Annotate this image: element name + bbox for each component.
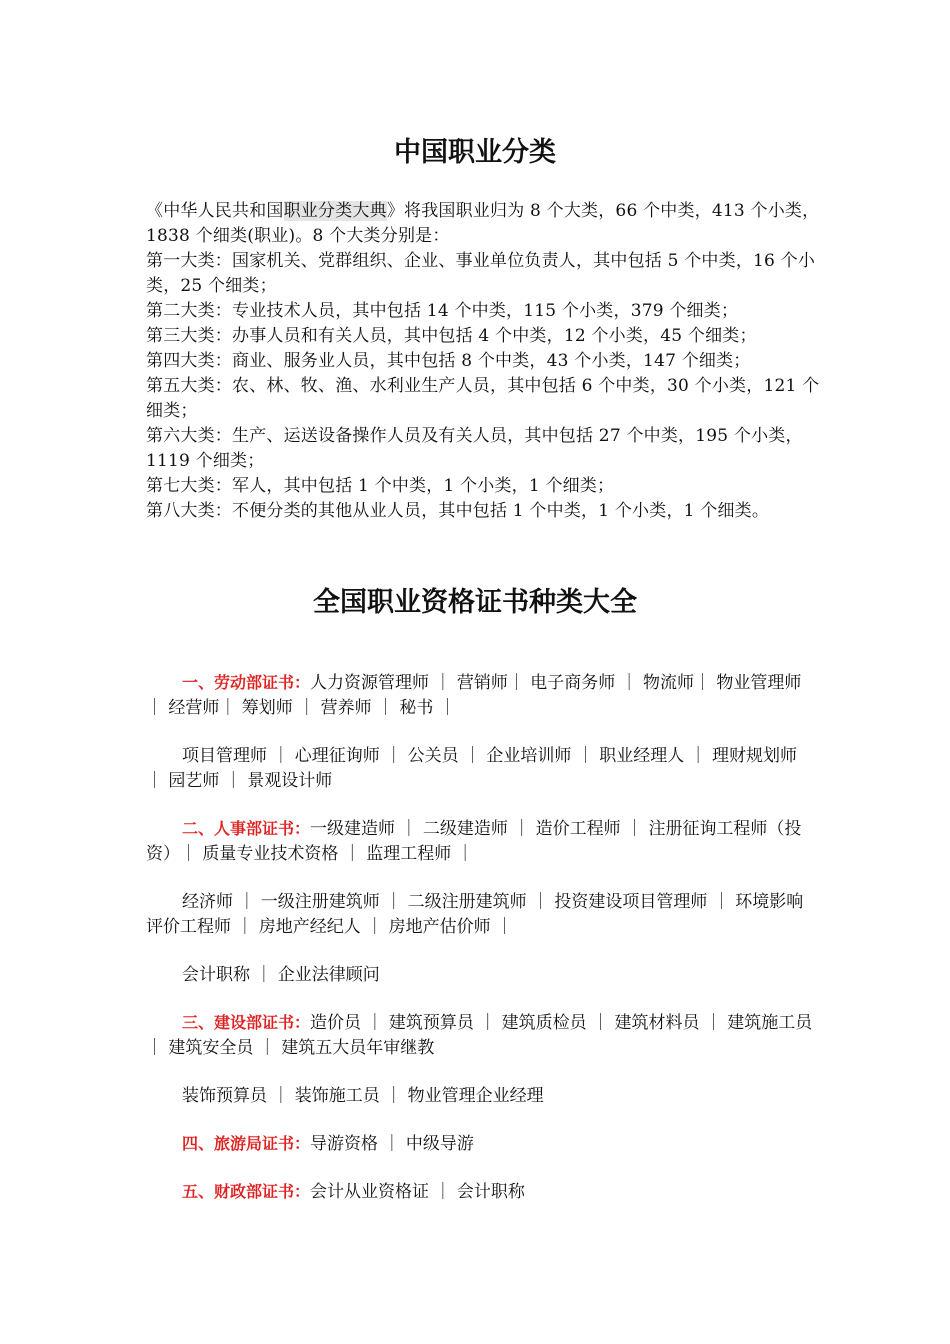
- page-title: 中国职业分类: [394, 137, 556, 168]
- cert-items: 一级建造师 ｜ 二级建造师 ｜ 造价工程师 ｜ 注册征询工程师（投资）｜ 质量专业技术资格 ｜ 监理工程师 ｜: [146, 819, 802, 864]
- category-item: 第八大类：不便分类的其他从业人员，其中包括 1 个中类，1 个小类，1 个细类。: [146, 501, 770, 521]
- intro-section: [146, 199, 822, 524]
- cert-category: 三、建设部证书：: [182, 1013, 311, 1032]
- category-item: 第四大类：商业、服务业人员，其中包括 8 个中类，43 个小类，147 个细类；: [146, 351, 751, 371]
- category-item: 第七大类：军人，其中包括 1 个中类，1 个小类，1 个细类；: [146, 476, 615, 496]
- cert-category: 五、财政部证书：: [182, 1182, 311, 1201]
- cert-items: 人力资源管理师 ｜ 营销师｜ 电子商务师 ｜ 物流师｜ 物业管理师 ｜ 经营师｜ 筹划师 ｜ 营养师 ｜ 秘书 ｜: [146, 673, 802, 718]
- cert-paragraph: [146, 962, 816, 988]
- category-item: 第三大类：办事人员和有关人员，其中包括 4 个中类，12 个小类，45 个细类；: [146, 326, 757, 346]
- category-item: 第一大类：国家机关、党群组织、企业、事业单位负责人，其中包括 5 个中类，16 个小类，25 个细类；: [146, 251, 816, 296]
- category-item: 第二大类：专业技术人员，其中包括 14 个中类，115 个小类，379 个细类；: [146, 301, 739, 321]
- cert-category: 一、劳动部证书：: [182, 673, 311, 692]
- cert-items: 造价员 ｜ 建筑预算员 ｜ 建筑质检员 ｜ 建筑材料员 ｜ 建筑施工员 ｜ 建筑安全员 ｜ 建筑五大员年审继教: [146, 1013, 813, 1058]
- cert-paragraph: [146, 889, 816, 940]
- cert-paragraph: [146, 670, 816, 721]
- intro-prefix: 《中华人民共和国: [146, 201, 284, 221]
- cert-category: 四、旅游局证书：: [182, 1134, 311, 1153]
- cert-paragraph: [146, 1179, 816, 1205]
- cert-paragraph: [146, 1083, 816, 1109]
- category-item: 第六大类：生产、运送设备操作人员及有关人员，其中包括 27 个中类，195 个小类，1119 个细类；: [146, 426, 803, 471]
- cert-items: 经济师 ｜ 一级注册建筑师 ｜ 二级注册建筑师 ｜ 投资建设项目管理师 ｜ 环境影响评价工程师 ｜ 房地产经纪人 ｜ 房地产估价师 ｜: [146, 892, 804, 937]
- cert-paragraph: [146, 816, 816, 867]
- cert-items: 会计职称 ｜ 企业法律顾问: [182, 965, 380, 985]
- cert-category: 二、人事部证书：: [182, 819, 311, 838]
- cert-paragraph: [146, 1010, 816, 1061]
- cert-items: 项目管理师 ｜ 心理征询师 ｜ 公关员 ｜ 企业培训师 ｜ 职业经理人 ｜ 理财规划师 ｜ 园艺师 ｜ 景观设计师: [146, 746, 798, 791]
- cert-items: 导游资格 ｜ 中级导游: [310, 1134, 474, 1154]
- intro-suffix: 》将我国职业归为 8 个大类，66 个中类，413 个小类，1838 个细类(职业)。8 个大类分别是：: [146, 201, 820, 246]
- section-title: 全国职业资格证书种类大全: [313, 587, 637, 618]
- category-item: 第五大类：农、林、牧、渔、水利业生产人员，其中包括 6 个中类，30 个小类，121 个细类；: [146, 376, 820, 421]
- cert-items: 会计从业资格证 ｜ 会计职称: [310, 1182, 525, 1202]
- cert-paragraph: [146, 743, 816, 794]
- highlighted-term: 职业分类大典: [283, 201, 387, 221]
- cert-items: 装饰预算员 ｜ 装饰施工员 ｜ 物业管理企业经理: [182, 1086, 544, 1106]
- intro-paragraph: [146, 199, 822, 249]
- cert-paragraph: [146, 1131, 816, 1157]
- cert-list: [146, 670, 816, 1227]
